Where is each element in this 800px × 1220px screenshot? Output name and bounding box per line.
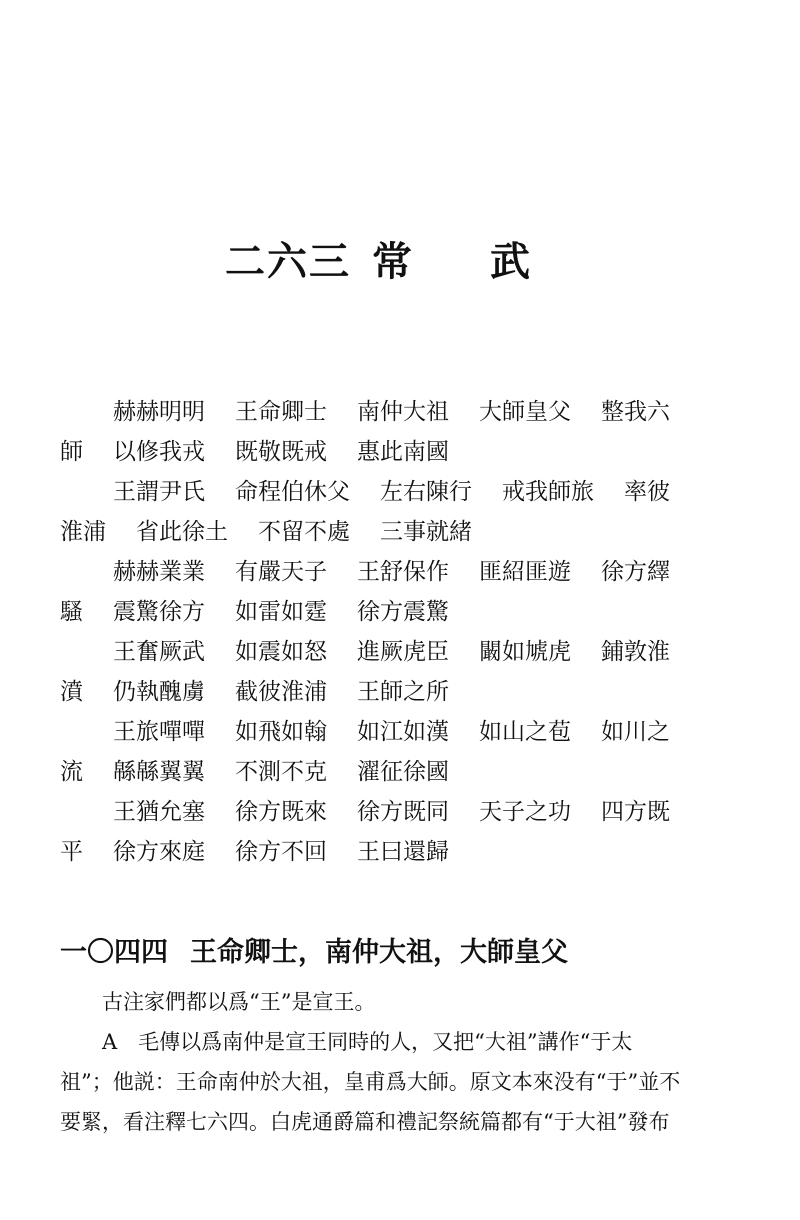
poem-phrase: 以修我戎 bbox=[113, 439, 205, 465]
poem-phrase: 如雷如霆 bbox=[235, 599, 327, 625]
poem-phrase: 四方既 bbox=[601, 799, 670, 825]
poem-phrase: 匪紹匪遊 bbox=[479, 559, 571, 585]
section-number: 一〇四四 bbox=[60, 937, 168, 968]
commentary-line: 祖”；他説：王命南仲於大祖，皇甫爲大師。原文本來没有“于”並不 bbox=[60, 1070, 681, 1094]
poem-phrase: 王猶允塞 bbox=[113, 799, 205, 825]
poem-phrase: 濆 bbox=[60, 679, 83, 705]
poem-phrase: 震驚徐方 bbox=[113, 599, 205, 625]
poem-line bbox=[60, 712, 740, 752]
poem-phrase: 徐方震驚 bbox=[357, 599, 449, 625]
poem-phrase: 進厥虎臣 bbox=[357, 639, 449, 665]
poem-line bbox=[60, 432, 740, 472]
poem-phrase: 南仲大祖 bbox=[357, 399, 449, 425]
poem-title bbox=[0, 230, 800, 285]
commentary-line: 要緊，看注釋七六四。白虎通爵篇和禮記祭統篇都有“于大祖”發布 bbox=[60, 1110, 670, 1134]
poem-phrase: 惠此南國 bbox=[357, 439, 449, 465]
poem-phrase: 濯征徐國 bbox=[357, 759, 449, 785]
poem-phrase: 騷 bbox=[60, 599, 83, 625]
poem-phrase: 命程伯休父 bbox=[235, 479, 350, 505]
section-heading bbox=[60, 930, 568, 969]
poem-phrase: 大師皇父 bbox=[479, 399, 571, 425]
poem-phrase: 天子之功 bbox=[479, 799, 571, 825]
poem-phrase: 不測不克 bbox=[235, 759, 327, 785]
poem-phrase: 王舒保作 bbox=[357, 559, 449, 585]
poem-phrase: 有嚴天子 bbox=[235, 559, 327, 585]
poem-number: 二六三 bbox=[225, 239, 351, 285]
poem-phrase: 戒我師旅 bbox=[502, 479, 594, 505]
poem-phrase: 王命卿士 bbox=[235, 399, 327, 425]
poem-phrase: 王奮厥武 bbox=[113, 639, 205, 665]
poem-phrase: 淮浦 bbox=[60, 519, 106, 545]
poem-phrase: 不留不處 bbox=[258, 519, 350, 545]
poem-phrase: 如江如漢 bbox=[357, 719, 449, 745]
poem-phrase: 王謂尹氏 bbox=[113, 479, 205, 505]
poem-line bbox=[60, 552, 740, 592]
poem-phrase: 徐方既來 bbox=[235, 799, 327, 825]
poem-phrase: 流 bbox=[60, 759, 83, 785]
poem-phrase: 如山之苞 bbox=[479, 719, 571, 745]
section-title: 王命卿士，南仲大祖，大師皇父 bbox=[190, 937, 568, 968]
poem-title-char-2: 武 bbox=[490, 239, 530, 285]
poem-phrase: 徐方來庭 bbox=[113, 839, 205, 865]
poem-phrase: 如川之 bbox=[601, 719, 670, 745]
poem-phrase: 左右陳行 bbox=[380, 479, 472, 505]
poem-title-char-1: 常 bbox=[372, 239, 412, 285]
poem-phrase: 如震如怒 bbox=[235, 639, 327, 665]
poem-phrase: 平 bbox=[60, 839, 83, 865]
poem-line bbox=[60, 832, 740, 872]
poem-line bbox=[60, 592, 740, 632]
poem-line bbox=[60, 792, 740, 832]
poem-phrase: 徐方不回 bbox=[235, 839, 327, 865]
poem-phrase: 赫赫明明 bbox=[113, 399, 205, 425]
poem-phrase: 率彼 bbox=[624, 479, 670, 505]
poem-phrase: 王師之所 bbox=[357, 679, 449, 705]
poem-phrase: 三事就緒 bbox=[380, 519, 472, 545]
poem-phrase: 省此徐土 bbox=[136, 519, 228, 545]
poem-phrase: 王曰還歸 bbox=[357, 839, 449, 865]
poem-phrase: 仍執醜虜 bbox=[113, 679, 205, 705]
poem-phrase: 闞如虓虎 bbox=[479, 639, 571, 665]
commentary-line: 古注家們都以爲“王”是宣王。 bbox=[102, 990, 376, 1014]
commentary-line: A 毛傳以爲南仲是宣王同時的人，又把“大祖”講作“于太 bbox=[102, 1030, 633, 1054]
poem-phrase: 如飛如翰 bbox=[235, 719, 327, 745]
poem-phrase: 師 bbox=[60, 439, 83, 465]
poem-phrase: 鋪敦淮 bbox=[601, 639, 670, 665]
poem-text bbox=[60, 392, 740, 872]
poem-phrase: 徐方繹 bbox=[601, 559, 670, 585]
commentary-text bbox=[60, 982, 740, 1142]
poem-phrase: 赫赫業業 bbox=[113, 559, 205, 585]
poem-line bbox=[60, 512, 740, 552]
poem-phrase: 截彼淮浦 bbox=[235, 679, 327, 705]
poem-line bbox=[60, 632, 740, 672]
poem-phrase: 緜緜翼翼 bbox=[113, 759, 205, 785]
poem-phrase: 既敬既戒 bbox=[235, 439, 327, 465]
poem-line bbox=[60, 672, 740, 712]
poem-phrase: 徐方既同 bbox=[357, 799, 449, 825]
poem-line bbox=[60, 752, 740, 792]
poem-phrase: 王旅嘽嘽 bbox=[113, 719, 205, 745]
poem-line bbox=[60, 472, 740, 512]
poem-phrase: 整我六 bbox=[601, 399, 670, 425]
poem-line bbox=[60, 392, 740, 432]
